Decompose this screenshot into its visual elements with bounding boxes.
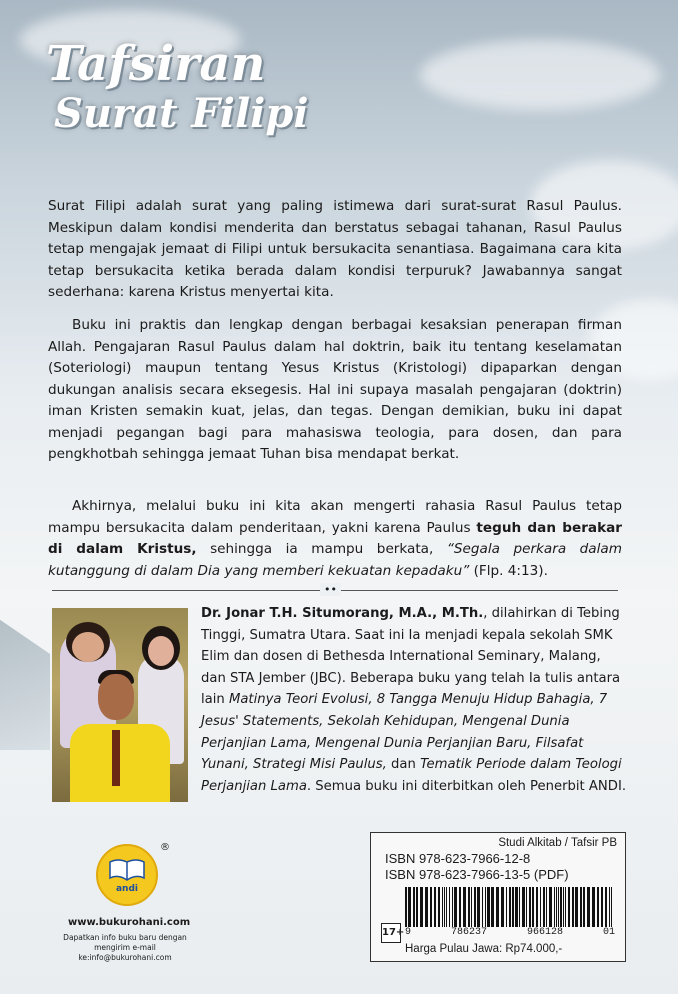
barcode-bar [583, 887, 585, 927]
blurb-paragraph-1: Surat Filipi adalah surat yang paling istimewa dari surat-surat Rasul Paulus. Meskipun dalam kondisi menderita dan berstatus sebagai tahanan, Rasul Paulus tetap mengajak jemaat di Filipi untuk bersukacita senantiasa. Bagaimana cara kita tetap bersukacita ketika berada dalam kondisi terpuruk? Jawabannya sangat sederhana: karena Kristus menyertai kita. [48, 198, 622, 300]
barcode-bar [452, 887, 453, 927]
barcode-bar [605, 887, 607, 927]
barcode-bar [442, 887, 443, 927]
barcode-bar [587, 887, 590, 927]
barcode-bar [575, 887, 578, 927]
barcode-bar [556, 887, 557, 927]
p3-mid: sehingga ia mampu berkata, [196, 541, 447, 557]
barcode-bar [425, 887, 428, 927]
barcode-bar [446, 887, 447, 927]
p3-bold: teguh dan berakar di dalam Kristus, [48, 519, 622, 557]
barcode-bar [597, 887, 599, 927]
age-rating-badge: 17+ [381, 923, 401, 943]
barcode-bar [572, 887, 574, 927]
barcode-bar [568, 887, 570, 927]
title-line-2: Surat Filipi [54, 90, 309, 137]
author-name: Dr. Jonar T.H. Situmorang, M.A., M.Th. [201, 606, 484, 621]
isbn-pdf: ISBN 978-623-7966-13-5 (PDF) [385, 867, 569, 882]
barcode-bar [509, 887, 511, 927]
barcode-bar [549, 887, 552, 927]
book-title [46, 36, 309, 137]
barcode-bar [474, 887, 476, 927]
barcode-bar [459, 887, 461, 927]
barcode-bar [501, 887, 504, 927]
barcode-bar [592, 887, 595, 927]
barcode-bar [543, 887, 545, 927]
barcode [405, 887, 615, 927]
logo-text: andi [115, 884, 138, 894]
barcode-bar [529, 887, 531, 927]
barcode-bar [580, 887, 582, 927]
book-icon [108, 858, 146, 882]
registered-mark: ® [160, 842, 170, 853]
barcode-bar [506, 887, 507, 927]
barcode-bar [532, 887, 534, 927]
publisher-info: Dapatkan info buku baru dengan mengirim e-mail ke:info@bukurohani.com [63, 933, 187, 962]
barcode-bar [522, 887, 525, 927]
barcode-bar [526, 887, 527, 927]
barcode-bar [563, 887, 564, 927]
andi-logo [96, 844, 158, 906]
p3-end: (Flp. 4:13). [469, 562, 548, 579]
barcode-bar [463, 887, 466, 927]
barcode-bar [512, 887, 514, 927]
barcode-bar [485, 887, 486, 927]
barcode-bar [536, 887, 538, 927]
barcode-bar [601, 887, 603, 927]
p3-start: Akhirnya, melalui buku ini kita akan mengerti rahasia Rasul Paulus tetap mampu bersukacita dalam penderitaan, yakni karena Paulus [48, 498, 622, 536]
isbn-print: ISBN 978-623-7966-12-8 [385, 851, 531, 866]
price-label: Harga Pulau Jawa: Rp74.000,- [405, 943, 563, 955]
barcode-digit-group: 966128 [526, 927, 563, 938]
barcode-bar [491, 887, 494, 927]
publisher-url[interactable]: www.bukurohani.com [68, 917, 191, 928]
book-list-2: Tematik Periode dalam Teologi Perjanjian Lama [201, 757, 622, 794]
barcode-digit-group: 786237 [450, 927, 487, 938]
bio-text-b: dan [386, 757, 421, 773]
barcode-bar [434, 887, 436, 927]
book-list-1: Matinya Teori Evolusi, 8 Tangga Menuju Hidup Bahagia, 7 Jesus' Statements, Sekolah Kehidupan, Mengenal Dunia Perjanjian Lama, Mengenal Dunia Perjanjian Baru, Filsafat Yunani, Strategi Misi Paulus, [201, 692, 608, 773]
separator-mark: •• [320, 583, 341, 596]
barcode-bar [468, 887, 470, 927]
isbn-box [370, 832, 626, 962]
barcode-bar [444, 887, 445, 927]
barcode-bar [611, 887, 612, 927]
barcode-bar [416, 887, 418, 927]
barcode-bar [546, 887, 547, 927]
barcode-bar [609, 887, 610, 927]
book-category: Studi Alkitab / Tafsir PB [498, 837, 617, 849]
barcode-bar [482, 887, 483, 927]
barcode-digits [405, 927, 615, 938]
barcode-bar [519, 887, 520, 927]
bio-text-c: . Semua buku ini diterbitkan oleh Penerbit ANDI. [306, 778, 627, 794]
bible-quote: “Segala perkara dalam kutanggung di dalam Dia yang memberi kekuatan kepadaku” [48, 541, 622, 579]
barcode-bar [565, 887, 566, 927]
author-photo [52, 608, 188, 802]
barcode-bar [449, 887, 450, 927]
barcode-bar [408, 887, 411, 927]
barcode-digit-group: 01 [602, 927, 615, 938]
barcode-bar [477, 887, 480, 927]
barcode-bar [471, 887, 472, 927]
barcode-bar [558, 887, 559, 927]
blurb-paragraph-2: Buku ini praktis dan lengkap dengan berbagai kesaksian penerapan firman Allah. Pengajaran Rasul Paulus dalam hal doktrin, baik itu tentang keselamatan (Soteriologi) maupun tentang Yesus Kristus (Kristologi) dipaparkan dengan dukungan analisis secara eksegesis. Hal ini supaya masalah pengajaran (doktrin) iman Kristen semakin kuat, jelas, dan tegas. Dengan demikian, buku ini dapat menjadi pegangan bagi para mahasiswa teologia, para dosen, dan para pengkhotbah sehingga jemaat Tuhan bisa mendapat berkat. [48, 317, 622, 462]
barcode-bar [405, 887, 407, 927]
barcode-bar [560, 887, 562, 927]
barcode-bar [454, 887, 457, 927]
barcode-bar [420, 887, 423, 927]
barcode-bar [496, 887, 499, 927]
barcode-bar [554, 887, 555, 927]
barcode-bar [540, 887, 541, 927]
barcode-bar [515, 887, 518, 927]
blurb-paragraph-3 [48, 496, 622, 582]
barcode-bar [438, 887, 440, 927]
bio-text-a: , dilahirkan di Tebing Tinggi, Sumatra Utara. Saat ini Ia menjadi kepala sekolah SMK Elim dan dosen di Bethesda International Seminary, Malang, dan STA Jember (JBC). Beberapa buku yang telah Ia tulis antara lain [201, 606, 621, 708]
author-bio [201, 603, 627, 797]
barcode-bar [430, 887, 432, 927]
barcode-bar [413, 887, 415, 927]
barcode-bar [487, 887, 490, 927]
cloud [420, 40, 660, 110]
barcode-digit-group: 9 [405, 927, 412, 938]
title-line-1: Tafsiran [46, 36, 266, 92]
